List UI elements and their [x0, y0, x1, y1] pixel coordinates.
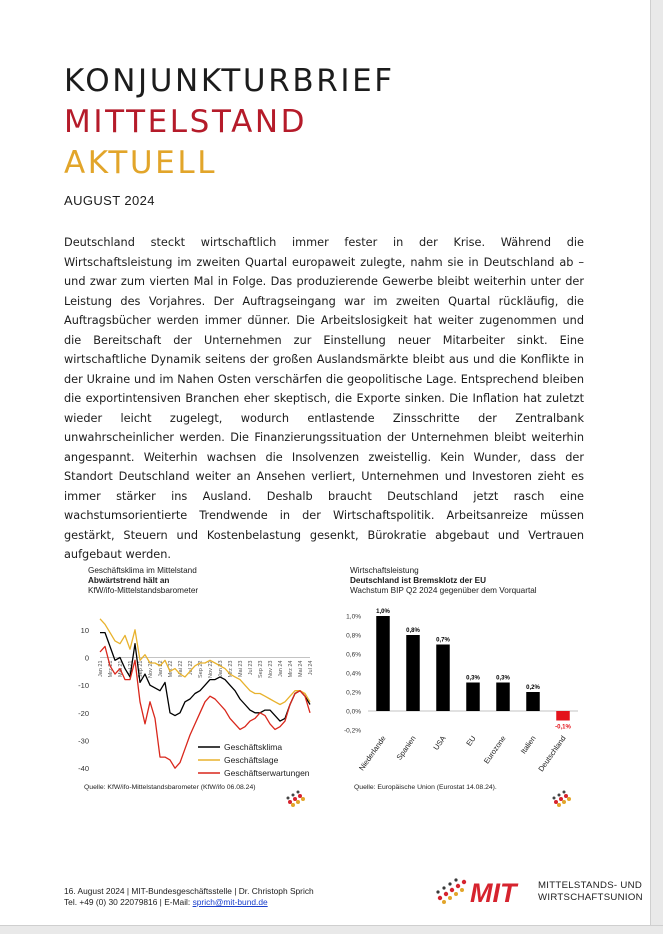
- line-chart-svg: [60, 562, 322, 802]
- y-tick-label: 1,0%: [346, 613, 361, 621]
- x-tick-label: Jul 24: [308, 660, 314, 676]
- title-line-1: KONJUNKTURBRIEF: [64, 63, 395, 99]
- data-label: 1,0%: [376, 609, 390, 615]
- data-label: 0,3%: [466, 675, 480, 682]
- title-line-2: MITTELSTAND: [64, 104, 308, 140]
- data-label: 0,2%: [526, 685, 540, 691]
- x-tick-label: Jan 21: [98, 660, 104, 678]
- y-tick-label: -0,2%: [344, 727, 361, 735]
- bar: [436, 645, 450, 712]
- logo-org-line-1: MITTELSTANDS- UND: [538, 880, 643, 891]
- bar: [466, 683, 480, 712]
- x-tick-label: Jul 21: [128, 660, 134, 676]
- x-tick-label: Mai 23: [238, 660, 244, 678]
- category-label: Eurozone: [481, 733, 508, 766]
- chart-right-subtitle: Wachstum BIP Q2 2024 gegenüber dem Vorquartal: [350, 586, 537, 595]
- brand-dots-icon: [550, 788, 574, 808]
- bar: [376, 616, 390, 711]
- y-tick-label: 0,4%: [346, 670, 361, 678]
- footer-line-2: [64, 897, 314, 908]
- legend-label: Geschäftsklima: [224, 742, 283, 752]
- category-label: Spanien: [394, 733, 418, 762]
- y-tick-label: 0,8%: [346, 632, 361, 640]
- category-label: Niederlande: [357, 733, 388, 773]
- data-label: -0,1%: [555, 724, 571, 731]
- chart-left-title: Abwärtstrend hält an: [88, 576, 170, 585]
- x-tick-label: Mai 22: [178, 660, 184, 678]
- x-tick-label: Nov 21: [148, 660, 154, 678]
- x-tick-label: Nov 23: [268, 660, 274, 678]
- category-label: EU: [464, 733, 478, 748]
- logo-org-line-2: WIRTSCHAFTSUNION: [538, 892, 643, 903]
- footer-line-1: 16. August 2024 | MIT-Bundesgeschäftsstelle | Dr. Christoph Sprich: [64, 886, 314, 896]
- mit-logo: [434, 876, 534, 906]
- logo-org-name: [538, 880, 643, 904]
- category-label: Italien: [518, 733, 538, 756]
- logo-dots-icon: [436, 878, 466, 904]
- x-tick-label: Sep 22: [198, 660, 204, 678]
- title-line-3: AKTUELL: [64, 145, 218, 181]
- data-label: 0,8%: [406, 628, 420, 634]
- y-tick-label: 0,6%: [346, 651, 361, 659]
- data-label: 0,3%: [496, 675, 510, 682]
- y-tick-label: 0,0%: [346, 708, 361, 716]
- x-tick-label: Jul 22: [188, 660, 194, 676]
- bar: [556, 711, 570, 721]
- category-label: Deutschland: [536, 733, 568, 774]
- y-tick-label: -20: [78, 708, 89, 718]
- chart-left-supertitle: Geschäftsklima im Mittelstand: [88, 566, 197, 575]
- y-tick-label: -10: [78, 681, 89, 691]
- y-tick-label: 0: [84, 653, 89, 663]
- chart-gdp-growth: [340, 562, 590, 802]
- x-tick-label: Mai 21: [118, 660, 124, 678]
- y-tick-label: 0,2%: [346, 689, 361, 697]
- bar: [406, 635, 420, 711]
- category-label: USA: [431, 733, 448, 752]
- x-tick-label: Mrz 24: [288, 660, 294, 678]
- bar-chart-svg: [340, 562, 590, 802]
- footer-contact: [64, 886, 314, 908]
- y-tick-label: -30: [78, 736, 89, 746]
- x-tick-label: Nov 22: [208, 660, 214, 678]
- x-tick-label: Jul 23: [248, 660, 254, 676]
- chart-business-climate: [60, 562, 322, 802]
- chart-right-title: Deutschland ist Bremsklotz der EU: [350, 576, 487, 585]
- footer-email-link[interactable]: sprich@mit-bund.de: [192, 897, 268, 907]
- chart-right-source: Quelle: Europäische Union (Eurostat 14.08.24).: [354, 784, 497, 791]
- x-tick-label: Jan 24: [278, 660, 284, 678]
- issue-date: AUGUST 2024: [64, 193, 155, 208]
- chart-left-subtitle: KfW/ifo-Mittelstandsbarometer: [88, 586, 199, 595]
- page-edge-right: [650, 0, 663, 934]
- chart-left-source: Quelle: KfW/ifo-Mittelstandsbarometer (KfW/ifo 06.08.24): [84, 784, 256, 791]
- x-tick-label: Mai 24: [298, 660, 304, 678]
- chart-right-supertitle: Wirtschaftsleistung: [350, 566, 419, 575]
- x-tick-label: Jan 22: [158, 660, 164, 678]
- logo-wordmark: MIT: [470, 878, 517, 906]
- x-tick-label: Jan 23: [218, 660, 224, 678]
- brand-dots-icon: [284, 788, 308, 808]
- x-tick-label: Sep 23: [258, 660, 264, 678]
- data-label: 0,7%: [436, 637, 450, 644]
- x-tick-label: Mrz 21: [108, 660, 114, 678]
- body-paragraph: Deutschland steckt wirtschaftlich immer fester in der Krise. Während die Wirtschaftsleistung im zweiten Quartal europaweit zulegte, nahm sie in Deutschland ab – und zwar zum vierten Mal in Folge. Das produzierende Gewerbe bleibt weiterhin unter der Leistung des Vorjahres. Der Auftragseingang war im zweiten Quartal rückläufig, die Auftragsbücher werden immer dünner. Die Arbeitslosigkeit hat weiter zugenommen und die Bereitschaft der Unternehmen zur Einstellung neuer Mitarbeiter sinkt. Eine wirtschaftliche Dynamik seitens der großen Auslandsmärkte bleibt aus und die Konflikte in der Ukraine und im Nahen Osten verschärfen die geopolitische Lage. Entsprechend bleiben die exportintensiven Branchen eher skeptisch, die Exporte sinken. Die Inflation hat zuletzt wieder leicht zugelegt, wodurch entlastende Zinsschritte der Zentralbank unwahrscheinlicher werden. Die Finanzierungssituation der Unternehmen bleibt weiterhin angespannt. Weiterhin wachsen die Insolvenzen zweistellig. Kein Wunder, dass der Standort Deutschland weiter an Ansehen verliert, Unternehmen und Investoren zieht es immer stärker ins Ausland. Deshalb braucht Deutschland jetzt rasch eine wachstumsorientierte Trendwende in der Wirtschaftspolitik. Arbeitsanreize müssen gestärkt, Steuern und Kostenbelastung gesenkt, Bürokratie abgebaut und Vertrauen aufgebaut werden.: [64, 236, 584, 561]
- y-tick-label: 10: [80, 625, 89, 635]
- page-edge-bottom: [0, 925, 663, 934]
- footer-phone: Tel. +49 (0) 30 22079816 | E-Mail:: [64, 897, 193, 907]
- legend-label: Geschäftslage: [224, 755, 279, 765]
- legend-label: Geschäftserwartungen: [224, 768, 310, 778]
- bar: [526, 692, 540, 711]
- x-tick-label: Sep 21: [138, 660, 144, 678]
- bar: [496, 683, 510, 712]
- x-tick-label: Mrz 22: [168, 660, 174, 678]
- y-tick-label: -40: [78, 764, 89, 774]
- x-tick-label: Mrz 23: [228, 660, 234, 678]
